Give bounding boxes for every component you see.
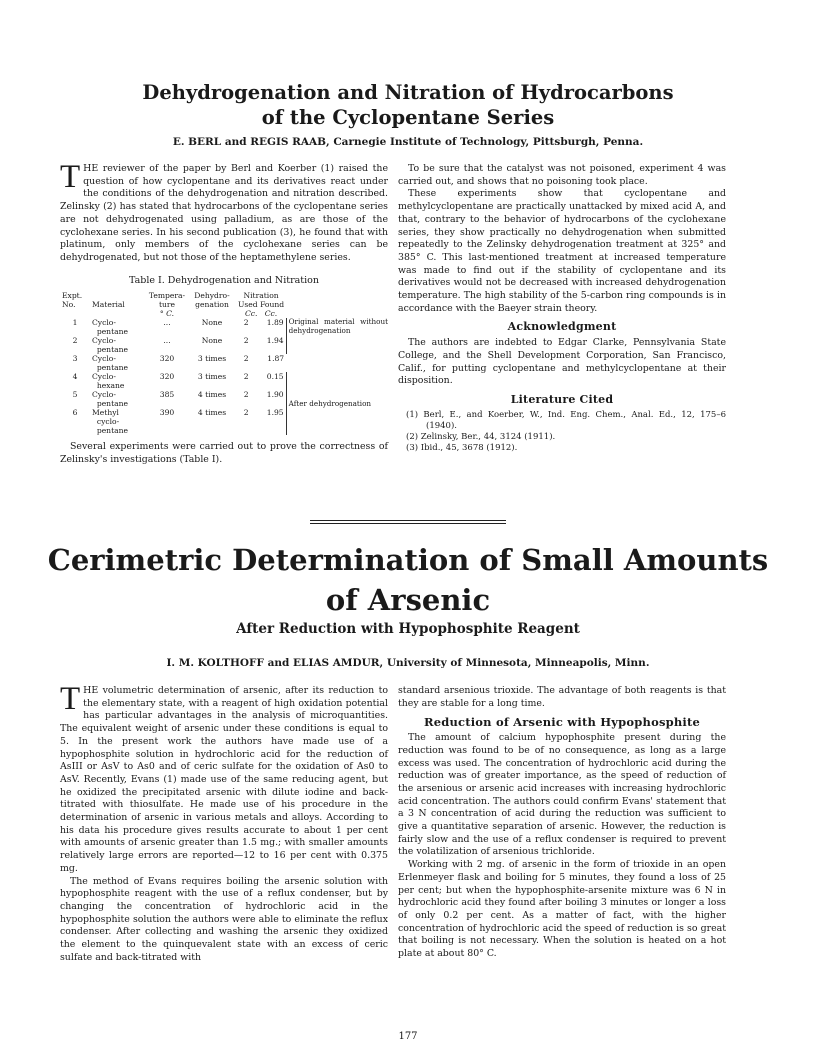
table1 — [60, 291, 390, 435]
reference-item: (3) Ibid., 45, 3678 (1912). — [406, 442, 518, 453]
table1-cell-no: 3 — [72, 354, 78, 364]
article1-title-line2: of the Cyclopentane Series — [261, 106, 555, 129]
article2-affiliation: University of Minnesota, Minneapolis, Minn. — [386, 657, 650, 669]
table1-header-no: No. — [62, 300, 76, 310]
table1-cell-material2: pentane — [96, 327, 129, 337]
table1-cell-used: 2 — [243, 354, 249, 364]
table1-cell-material: Cyclo- — [92, 372, 116, 382]
table1-header-dehyd1: Dehydro- — [194, 291, 230, 301]
article2-dropcap: T — [60, 681, 81, 717]
reference-item: (1) Berl, E., and Koerber, W., Ind. Eng. Chem., Anal. Ed., 12, 175–6 (1940). — [406, 409, 726, 431]
reduction-heading: Reduction of Arsenic with Hypophosphite — [423, 715, 701, 730]
article2-intro-paragraph — [60, 681, 388, 876]
table1-header-used: Used — [238, 300, 258, 310]
table1-cell-no: 4 — [72, 372, 78, 382]
article1-right-paragraph2: These experiments show that cyclopentane and methylcyclopentane are practically unattacked by mixed acid A, and that, contrary to the behavior of hydrocarbons of the cyclohexane series, they show practically no dehydrogenation when submitted repeatedly to the Zelinsky dehydrogenation treatment at 325° and 385° C. This last-mentioned treatment at increased temperature was made to find out if the stability of cyclopentane and its derivatives would not be decreased with increased dehydrogenation temperature. The high stability of the 5-carbon ring compounds is in accordance with the Baeyer strain theory. — [398, 188, 726, 314]
table1-note-after: After dehydrogenation — [286, 372, 390, 435]
article2-title-line2: of Arsenic — [325, 583, 491, 617]
table1-header-temp2: ture — [158, 300, 176, 310]
table1-cell-temp: ... — [163, 336, 171, 346]
table1-cell-material: Methyl — [92, 408, 119, 418]
table1-header-expt: Expt. — [62, 291, 83, 301]
table1-cell-temp: 320 — [159, 354, 175, 364]
article1-title — [0, 80, 816, 130]
article1-left-column — [60, 159, 388, 467]
article1-byline — [0, 136, 816, 148]
table1-cell-material2: pentane — [96, 345, 129, 355]
table1-cell-found: 1.94 — [266, 336, 284, 346]
article1-title-line1: Dehydrogenation and Nitration of Hydrocarbons — [142, 81, 674, 104]
table1-cell-material: Cyclo- — [92, 354, 116, 364]
literature-cited-heading: Literature Cited — [510, 392, 614, 406]
article-divider — [310, 520, 506, 521]
table1-cell-used: 2 — [243, 372, 249, 382]
table1-cell-dehyd: None — [201, 318, 223, 328]
table-row — [60, 318, 390, 336]
table1-cell-no: 5 — [72, 390, 78, 400]
table1-cell-material: Cyclo- — [92, 336, 116, 346]
table1-header-cc1: Cc. — [244, 309, 258, 319]
article2-subtitle: After Reduction with Hypophosphite Reagent — [236, 621, 580, 637]
table1-cell-found: 1.89 — [266, 318, 284, 328]
table1-cell-found: 0.15 — [266, 372, 284, 382]
table1-header-temp1: Tempera- — [148, 291, 186, 301]
article1-authors: E. BERL and REGIS RAAB, — [172, 136, 330, 148]
table1-header-cc2: Cc. — [264, 309, 278, 319]
table-row — [60, 372, 390, 390]
table1-cell-temp: 320 — [159, 372, 175, 382]
table1-cell-found: 1.90 — [266, 390, 284, 400]
table1-cell-used: 2 — [243, 408, 249, 418]
table-row — [60, 354, 390, 372]
page-number: 177 — [398, 1031, 418, 1042]
table1-cell-material2: pentane — [96, 399, 129, 409]
article2-right-column — [398, 685, 726, 961]
table1-cell-material2: cyclo- — [96, 417, 120, 427]
table1-header-found: Found — [260, 300, 285, 310]
table1-cell-temp: ... — [163, 318, 171, 328]
table1-caption: Table I. Dehydrogenation and Nitration — [128, 274, 320, 286]
table1-header-temp-unit: ° C. — [159, 309, 175, 319]
article1-intro-text: HE reviewer of the paper by Berl and Koerber (1) raised the question of how cyclopentane and its derivatives react under the conditions of the dehydrogenation and nitration described. Zelinsky (2) has stated that hydrocarbons of the cyclopentane series are not dehydrogenated using palladium, as are those of the cyclohexane series. In his second publication (3), he found that with platinum, only members of the cyclohexane series can be dehydrogenated, but not those of the heptamethylene series. — [60, 163, 388, 263]
article2-left-paragraph2: The method of Evans requires boiling the arsenic solution with hypophosphite reagent with the use of a reflux condenser, but by changing the concentration of hydrochloric acid in the hypophosphite solution the authors were able to eliminate the reflux condenser. After collecting and washing the arsenic they oxidized the element to the quinquevalent state with an excess of ceric sulfate and back-titrated with — [60, 875, 388, 963]
table1-header-row — [60, 291, 390, 318]
article-divider-second — [310, 523, 506, 524]
table1-cell-no: 2 — [72, 336, 78, 346]
article2-right-paragraph2: The amount of calcium hypophosphite present during the reduction was found to be of no consequence, as long as a large excess was used. The concentration of hydrochloric acid during the reduction was of greater importance, as the speed of reduction of the arsenious or arsenic acid increases with increasing hydrochloric acid concentration. The authors could confirm Evans' statement that a 3 N concentration of acid during the reduction was sufficient to give a quantitative separation of arsenic. However, the reduction is fairly slow and the use of a reflux condenser is required to prevent the volatilization of arsenious trichloride. — [398, 732, 726, 858]
article2-title — [0, 540, 816, 620]
table1-cell-temp: 385 — [159, 390, 175, 400]
article2-authors: I. M. KOLTHOFF and ELIAS AMDUR, — [166, 657, 384, 669]
table1-cell-found: 1.95 — [266, 408, 284, 418]
table1-cell-dehyd: 3 times — [197, 372, 227, 382]
table1-cell-found: 1.87 — [267, 354, 285, 364]
table1-cell-no: 1 — [72, 318, 78, 328]
article1-affiliation: Carnegie Institute of Technology, Pittsburgh, Penna. — [333, 136, 644, 148]
table1-cell-material3: pentane — [96, 426, 129, 436]
article2-intro-text: HE volumetric determination of arsenic, after its reduction to the elementary state, with a reagent of high oxidation potential has particular advantages in the analysis of microquantities. The equivalent weight of arsenic under these conditions is equal to 5. In the present work the authors have made use of a hypophosphite solution in hydrochloric acid for the reduction of AsIII or AsV to As0 and of ceric sulfate for the oxidation of As0 to AsV. Recently, Evans (1) made use of the same reducing agent, but he oxidized the precipitated arsenic with dilute iodine and back-titrated with thiosulfate. He made use of his procedure in the determination of arsenic in various metals and alloys. According to his data his procedure gives results accurate to about 1 per cent with amounts of arsenic greater than 1.5 mg.; with smaller amounts relatively large errors are reported—12 to 16 per cent with 0.375 mg. — [60, 685, 388, 874]
article1-right-paragraph1: To be sure that the catalyst was not poisoned, experiment 4 was carried out, and shows that no poisoning took place. — [398, 163, 726, 187]
table1-cell-dehyd: 4 times — [197, 408, 227, 418]
article2-left-column — [60, 681, 388, 964]
table1-cell-dehyd: None — [201, 336, 223, 346]
acknowledgment-text: The authors are indebted to Edgar Clarke, Pennsylvania State College, and the Shell Development Corporation, San Francisco, Calif., for putting cyclopentane and methylcyclopentane at their disposition. — [398, 337, 726, 387]
article1-dropcap: T — [60, 159, 81, 195]
table1-cell-no: 6 — [72, 408, 78, 418]
table1-cell-used: 2 — [243, 336, 249, 346]
article1-right-column — [398, 163, 726, 454]
references-list — [398, 410, 726, 454]
article2-title-line1: Cerimetric Determination of Small Amounts — [47, 543, 769, 577]
article1-closing-paragraph: Several experiments were carried out to prove the correctness of Zelinsky's investigations (Table I). — [60, 441, 388, 466]
article1-intro-paragraph — [60, 159, 388, 265]
table1-cell-dehyd: 4 times — [197, 390, 227, 400]
article2-right-paragraph1: standard arsenious trioxide. The advantage of both reagents is that they are stable for a long time. — [398, 685, 726, 709]
table1-cell-dehyd: 3 times — [197, 354, 227, 364]
article2-right-paragraph3: Working with 2 mg. of arsenic in the form of trioxide in an open Erlenmeyer flask and boiling for 5 minutes, they found a loss of 25 per cent; but when the hypophosphite-arsenite mixture was 6 N in hydrochloric acid they found after boiling 3 minutes or longer a loss of only 0.2 per cent. As a matter of fact, with the higher concentration of hydrochloric acid the speed of reduction is so great that boiling is not necessary. When the solution is heated on a hot plate at about 80° C. — [398, 859, 726, 960]
table1-cell-material2: hexane — [96, 381, 125, 391]
article2-byline — [0, 657, 816, 669]
acknowledgment-heading: Acknowledgment — [507, 320, 617, 334]
table1-note-original: Original material without dehydrogenation — [286, 318, 390, 354]
reference-item: (2) Zelinsky, Ber., 44, 3124 (1911). — [406, 431, 556, 442]
table1-cell-material2: pentane — [96, 363, 129, 373]
table1-cell-material: Cyclo- — [92, 390, 116, 400]
table1-cell-used: 2 — [243, 318, 249, 328]
table1-header-nitration: Nitration — [243, 291, 279, 301]
table1-cell-used: 2 — [243, 390, 249, 400]
table1-header-dehyd2: genation — [195, 300, 229, 310]
table1-header-material: Material — [92, 300, 125, 310]
table1-cell-temp: 390 — [159, 408, 175, 418]
table1-cell-material: Cyclo- — [92, 318, 116, 328]
